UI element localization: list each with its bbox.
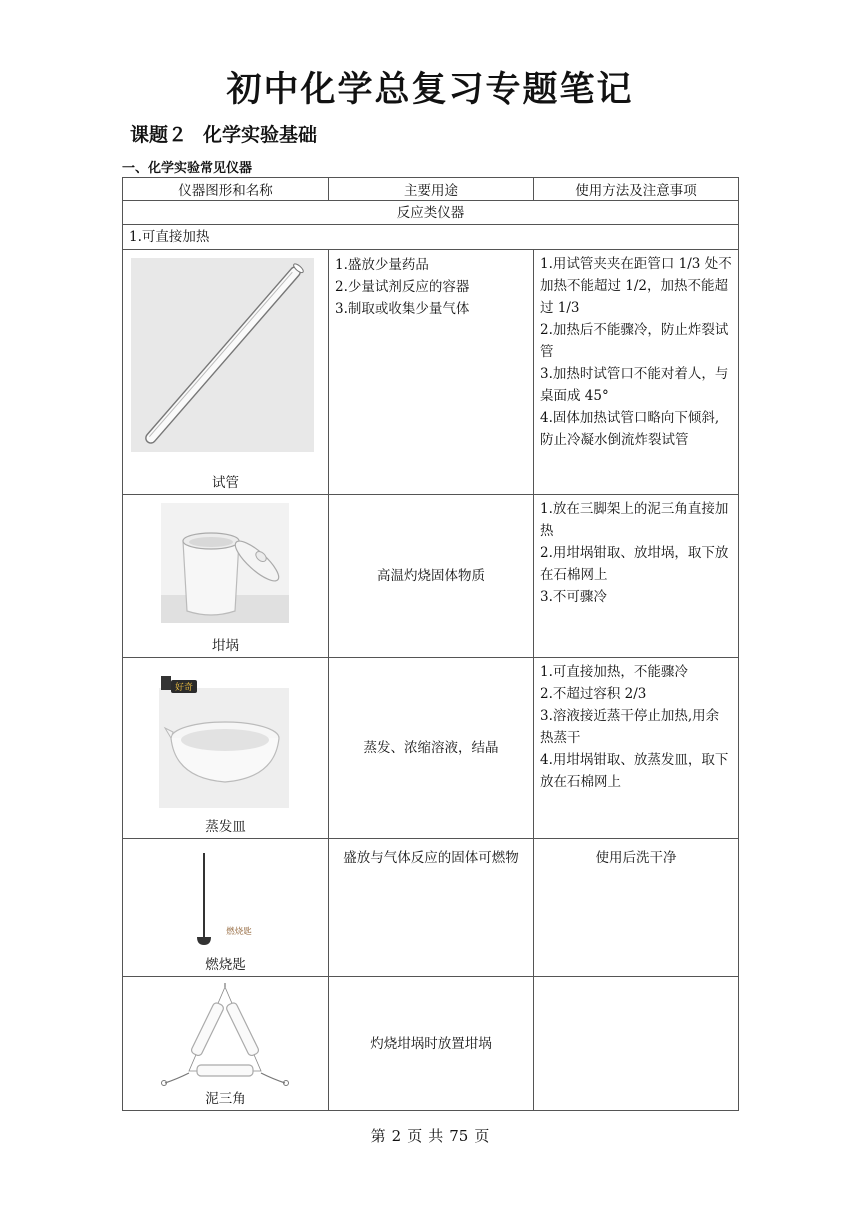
header-instrument: 仪器图形和名称 <box>123 178 329 201</box>
table-row <box>123 658 739 839</box>
total-pages: 75 <box>449 1127 469 1145</box>
note-item: 3.溶液接近蒸干停止加热,用余热蒸干 <box>540 708 720 746</box>
test-tube-image <box>131 258 314 452</box>
notes-cell <box>534 977 739 1111</box>
page-number: 2 <box>391 1127 402 1145</box>
note-item: 1.放在三脚架上的泥三角直接加热 <box>540 501 729 539</box>
note-item: 2.用坩埚钳取、放坩埚，取下放在石棉网上 <box>540 545 729 583</box>
table-row <box>123 495 739 658</box>
watermark-text: 好奇 <box>174 683 194 693</box>
use-item: 2.少量试剂反应的容器 <box>335 279 470 295</box>
note-item: 1.可直接加热，不能骤冷 <box>540 664 688 680</box>
instrument-cell <box>123 250 329 495</box>
note-item: 3.不可骤冷 <box>540 589 607 605</box>
instrument-name: 蒸发皿 <box>205 819 246 835</box>
header-use: 主要用途 <box>329 178 534 201</box>
notes-cell: 使用后洗干净 <box>534 839 739 977</box>
notes-cell <box>534 658 739 839</box>
footer-text: 共 <box>428 1127 444 1145</box>
subcategory-label: 1.可直接加热 <box>123 225 739 250</box>
evaporating-dish-image <box>159 666 289 808</box>
notes-cell <box>534 495 739 658</box>
subcategory-row <box>123 225 739 250</box>
table-row <box>123 977 739 1111</box>
instrument-cell <box>123 495 329 658</box>
note-item: 3.加热时试管口不能对着人，与桌面成 45° <box>540 366 729 404</box>
instrument-cell <box>123 977 329 1111</box>
lesson-label: 课题２ <box>130 124 188 146</box>
table-header-row <box>123 178 739 201</box>
category-row <box>123 201 739 225</box>
use-cell: 盛放与气体反应的固体可燃物 <box>329 839 534 977</box>
footer-text: 页 <box>474 1127 490 1145</box>
use-cell: 高温灼烧固体物质 <box>329 495 534 658</box>
table-row <box>123 839 739 977</box>
note-item: 4.用坩埚钳取、放蒸发皿，取下放在石棉网上 <box>540 752 729 790</box>
page-footer <box>0 1125 860 1146</box>
instrument-name: 燃烧匙 <box>205 957 246 973</box>
use-cell <box>329 250 534 495</box>
use-item: 3.制取或收集少量气体 <box>335 301 470 317</box>
instrument-cell <box>123 839 329 977</box>
table-row <box>123 250 739 495</box>
header-notes: 使用方法及注意事项 <box>534 178 739 201</box>
use-cell: 蒸发、浓缩溶液，结晶 <box>329 658 534 839</box>
notes-cell <box>534 250 739 495</box>
note-item: 2.不超过容积 2/3 <box>540 686 647 702</box>
image-caption: 燃烧匙 <box>226 927 252 937</box>
use-item: 1.盛放少量药品 <box>335 257 429 273</box>
note-item: 2.加热后不能骤冷，防止炸裂试管 <box>540 322 729 360</box>
instrument-name: 试管 <box>212 475 239 491</box>
category-label: 反应类仪器 <box>123 201 739 225</box>
document-title: 初中化学总复习专题笔记 <box>226 69 634 110</box>
lesson-name: 化学实验基础 <box>203 124 318 146</box>
combustion-spoon-image <box>183 851 263 951</box>
instrument-name: 泥三角 <box>205 1091 246 1107</box>
clay-triangle-image <box>157 983 293 1089</box>
instrument-name: 坩埚 <box>212 638 239 654</box>
lesson-heading <box>130 120 317 147</box>
footer-text: 页 <box>407 1127 423 1145</box>
crucible-image <box>161 503 289 623</box>
note-item: 1.用试管夹夹在距管口 1/3 处不加热不能超过 1/2，加热不能超过 1/3 <box>540 256 732 316</box>
section-heading: 一、化学实验常见仪器 <box>122 161 253 176</box>
footer-text: 第 <box>370 1127 386 1145</box>
use-cell: 灼烧坩埚时放置坩埚 <box>329 977 534 1111</box>
instrument-table <box>122 177 739 1111</box>
instrument-cell <box>123 658 329 839</box>
note-item: 4.固体加热试管口略向下倾斜,防止冷凝水倒流炸裂试管 <box>540 410 720 448</box>
